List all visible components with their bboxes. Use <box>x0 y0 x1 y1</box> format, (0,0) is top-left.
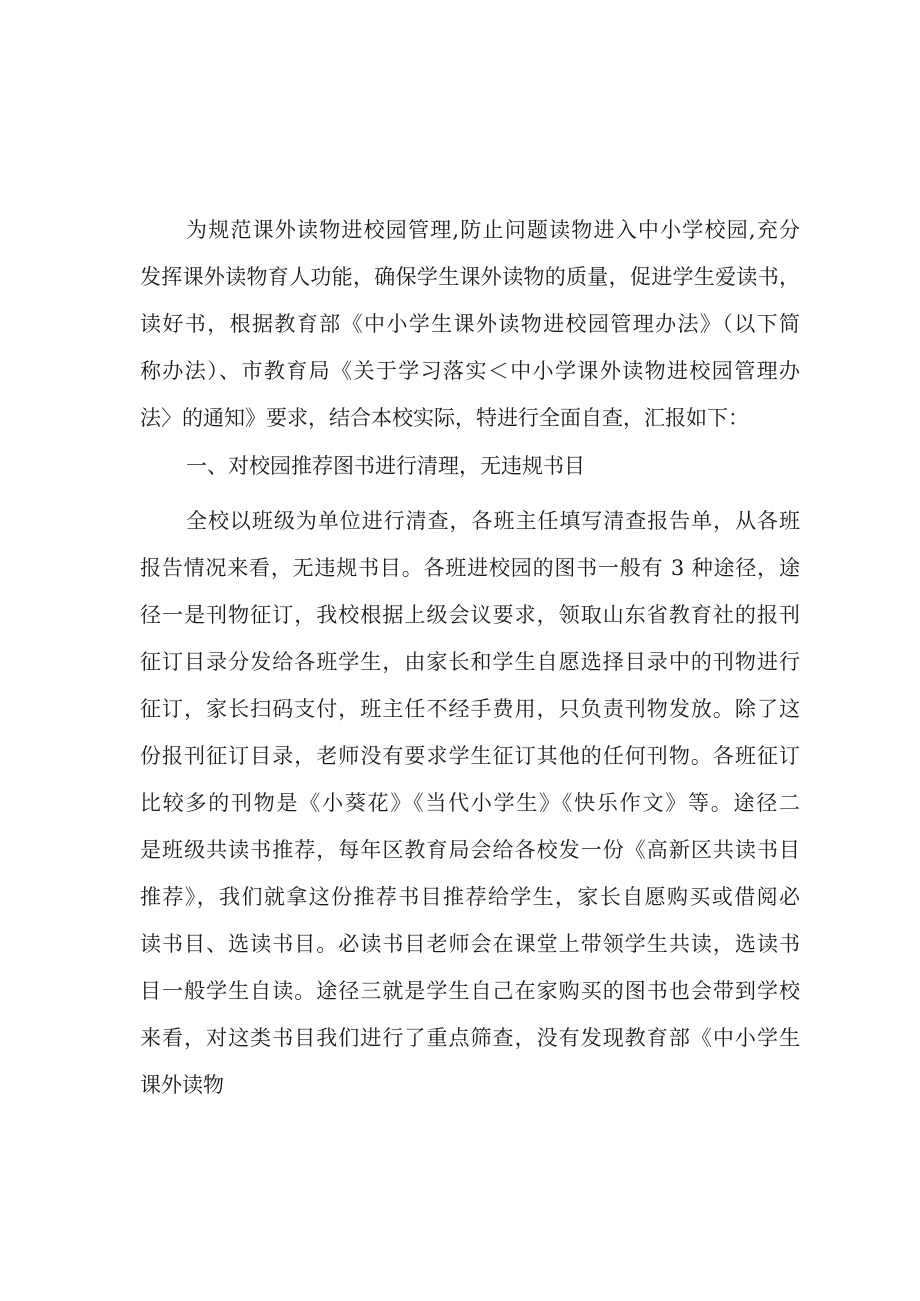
body-line-10: 读书目、选读书目。必读书目老师会在课堂上带领学生共读，选读书 <box>140 932 800 956</box>
intro-line-1: 为规范课外读物进校园管理,防止问题读物进入中小学校园,充分 <box>186 218 800 242</box>
intro-line-5: 法〉的通知》要求，结合本校实际，特进行全面自查，汇报如下： <box>140 406 749 430</box>
body-line-11: 目一般学生自读。途径三就是学生自己在家购买的图书也会带到学校 <box>140 979 800 1003</box>
body-line-8: 是班级共读书推荐，每年区教育局会给各校发一份《高新区共读书目 <box>140 838 800 862</box>
intro-line-3: 读好书，根据教育部《中小学生课外读物进校园管理办法》（以下简 <box>140 312 800 336</box>
intro-line-4: 称办法）、市教育局《关于学习落实＜中小学课外读物进校园管理办 <box>140 359 800 383</box>
body-line-13: 课外读物 <box>140 1073 224 1097</box>
body-line-12: 来看，对这类书目我们进行了重点筛查，没有发现教育部《中小学生 <box>140 1026 800 1050</box>
body-line-3: 径一是刊物征订，我校根据上级会议要求，领取山东省教育社的报刊 <box>140 603 800 627</box>
body-line-9: 推荐》，我们就拿这份推荐书目推荐给学生，家长自愿购买或借阅必 <box>140 885 800 909</box>
body-line-5: 征订，家长扫码支付，班主任不经手费用，只负责刊物发放。除了这 <box>140 697 800 721</box>
section-heading: 一、对校园推荐图书进行清理，无违规书目 <box>186 454 585 478</box>
intro-line-2: 发挥课外读物育人功能，确保学生课外读物的质量，促进学生爱读书， <box>140 265 800 289</box>
body-line-2: 报告情况来看，无违规书目。各班进校园的图书一般有 3 种途径，途 <box>140 556 800 580</box>
body-line-1: 全校以班级为单位进行清查，各班主任填写清查报告单，从各班 <box>186 509 800 533</box>
body-line-4: 征订目录分发给各班学生，由家长和学生自愿选择目录中的刊物进行 <box>140 650 800 674</box>
body-line-6: 份报刊征订目录，老师没有要求学生征订其他的任何刊物。各班征订 <box>140 744 800 768</box>
body-line-7: 比较多的刊物是《小葵花》《当代小学生》《快乐作文》等。途径二 <box>140 791 800 815</box>
